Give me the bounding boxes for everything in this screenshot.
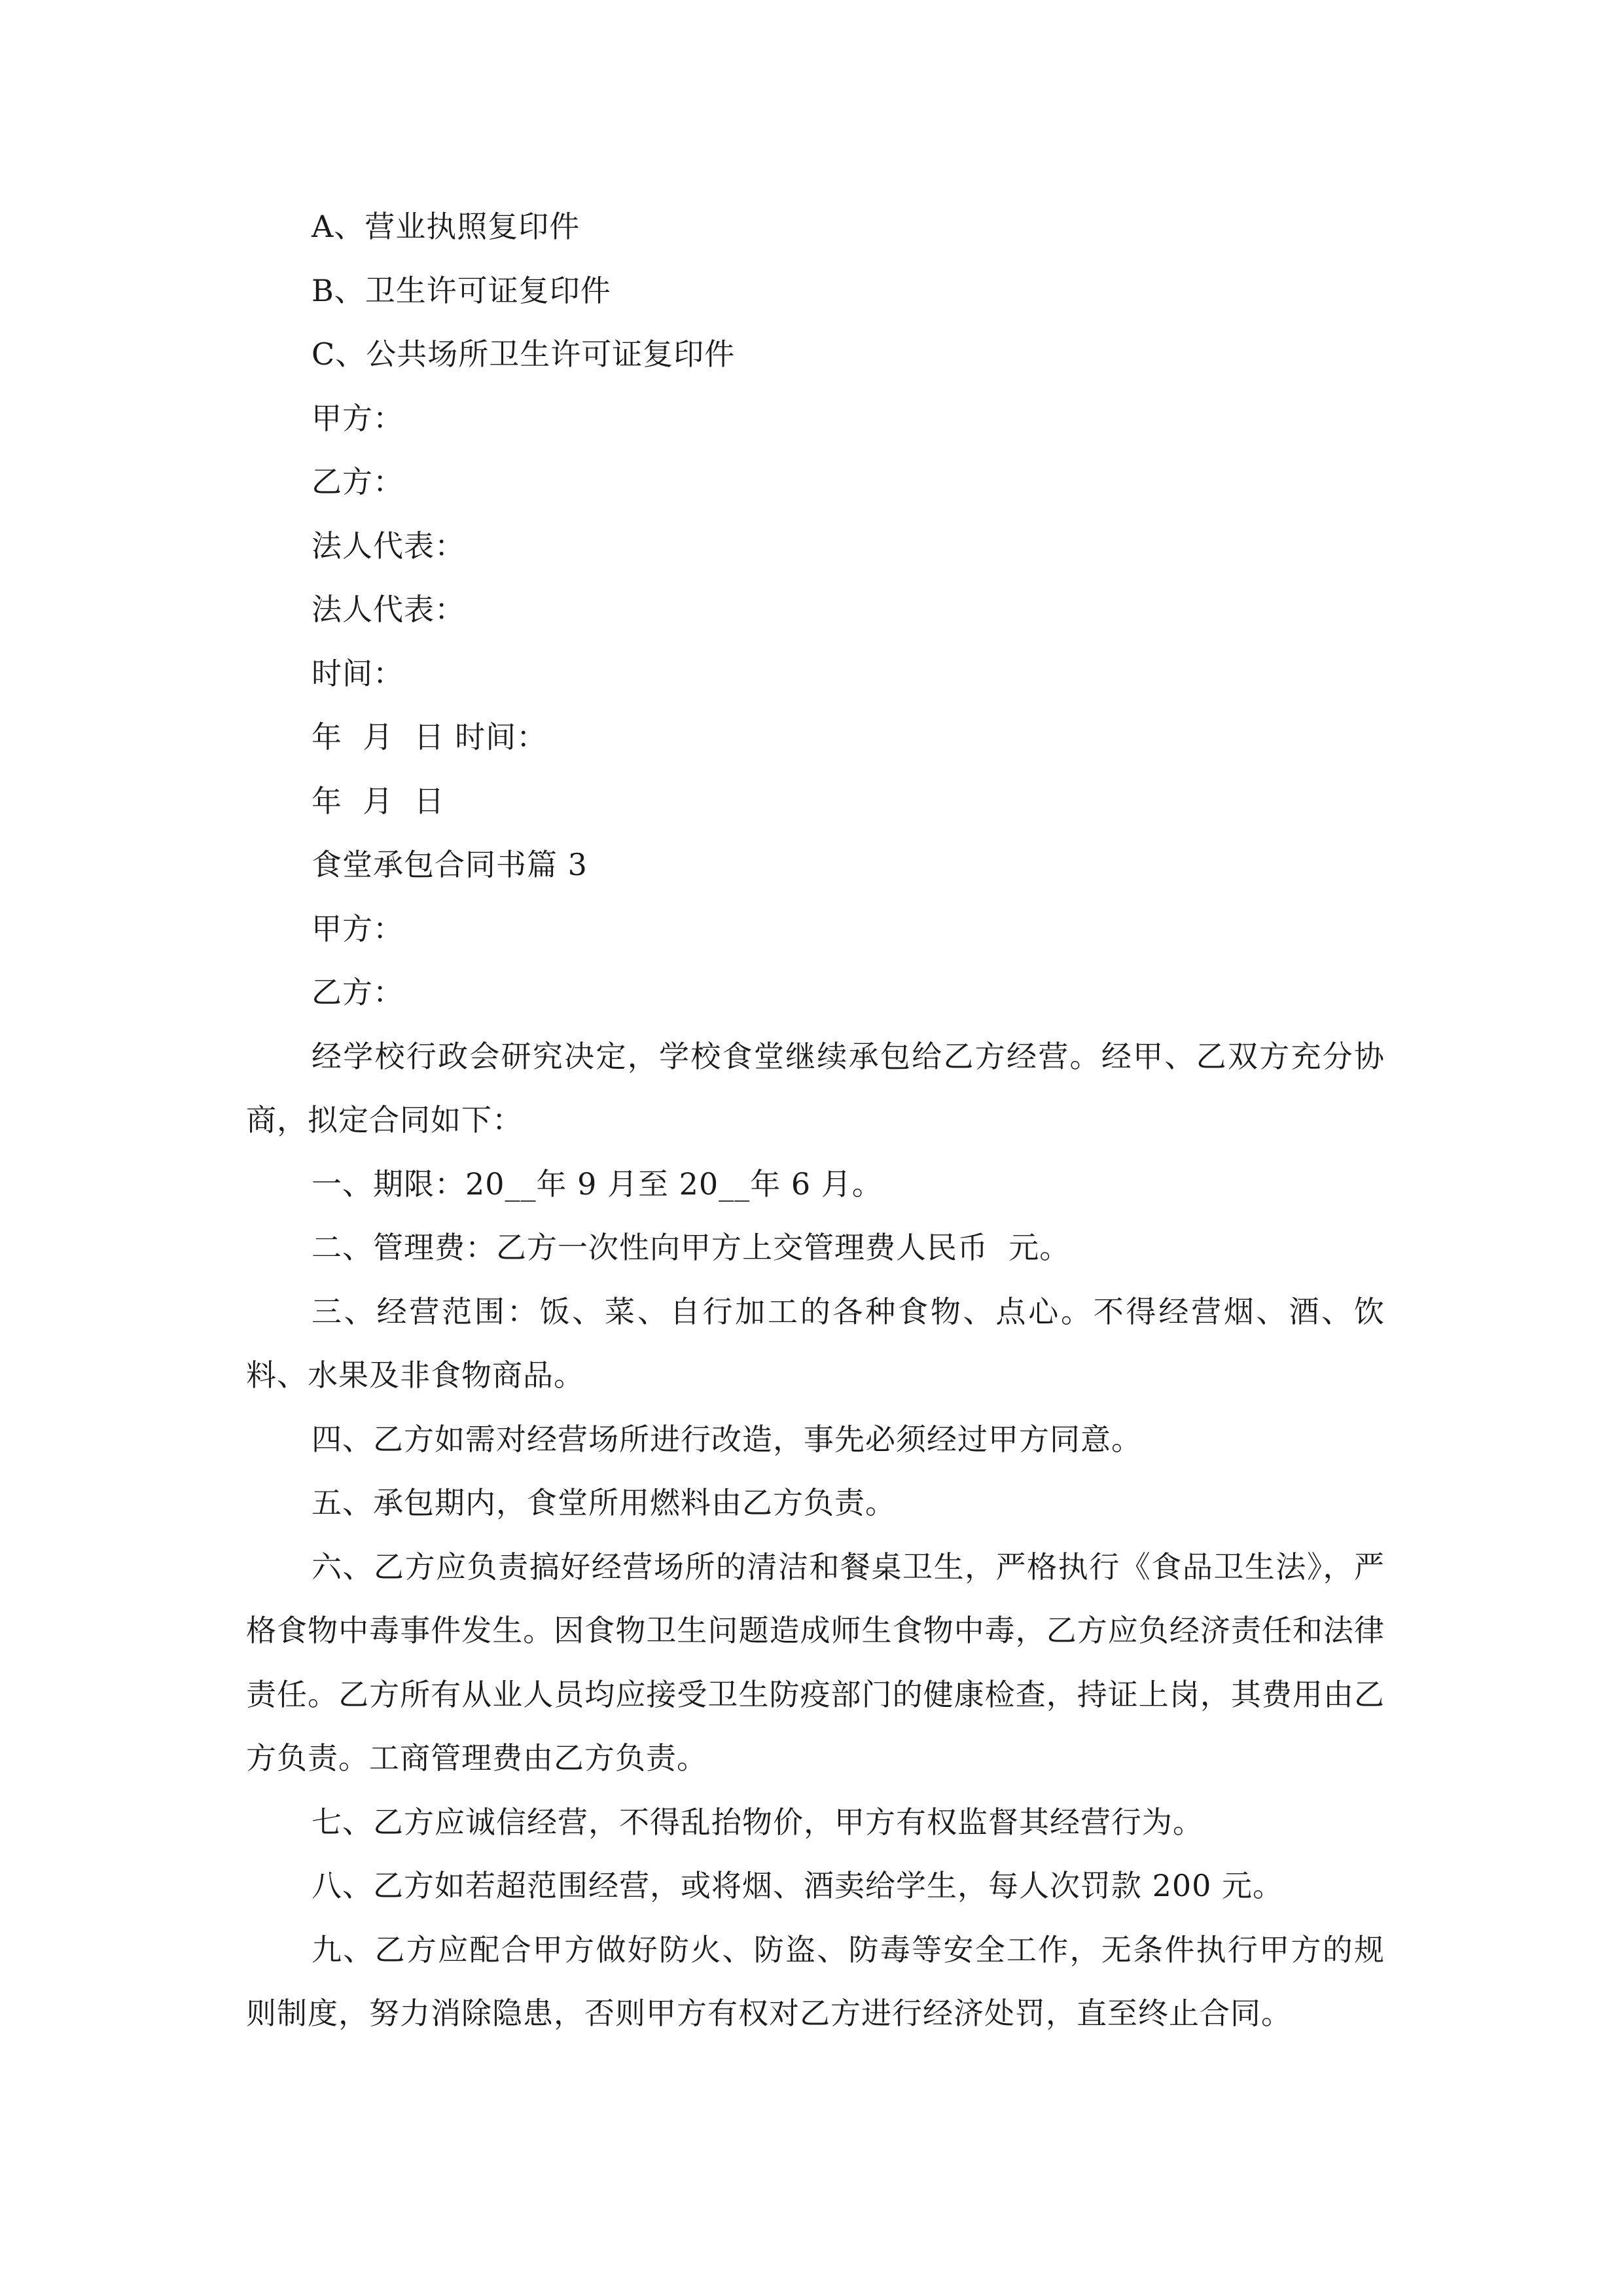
party-a-label: 甲方： [312, 910, 404, 946]
section-title: 食堂承包合同书篇 3 [312, 847, 588, 882]
date-line: 年 月 日 时间： [312, 719, 548, 755]
party-b-label: 乙方： [312, 464, 404, 499]
date-line: 年 月 日 [312, 783, 445, 819]
legal-rep-label: 法人代表： [312, 592, 465, 627]
clause-fuel: 五、承包期内，食堂所用燃料由乙方负责。 [312, 1485, 896, 1520]
clause-hygiene: 六、乙方应负责搞好经营场所的清洁和餐桌卫生，严格执行《食品卫生法》，严格食物中毒事件发生。因食物卫生问题造成师生食物中毒，乙方应负经济责任和法律责任。乙方所有从业人员均应接受卫生防疫部门的健康检查，持证上岗，其费用由乙方负责。工商管理费由乙方负责。 [246, 1549, 1385, 1776]
attachment-item: C、公共场所卫生许可证复印件 [312, 336, 736, 372]
intro-paragraph: 经学校行政会研究决定，学校食堂继续承包给乙方经营。经甲、乙双方充分协商，拟定合同如下： [246, 1038, 1385, 1138]
legal-rep-label: 法人代表： [312, 528, 465, 564]
attachment-item: A、营业执照复印件 [312, 209, 580, 244]
clause-renovation: 四、乙方如需对经营场所进行改造，事先必须经过甲方同意。 [312, 1421, 1142, 1457]
clause-term: 一、期限：20__年 9 月至 20__年 6 月。 [312, 1166, 883, 1202]
clause-management-fee: 二、管理费：乙方一次性向甲方上交管理费人民币 元。 [312, 1230, 1071, 1265]
clause-penalty: 八、乙方如若超范围经营，或将烟、酒卖给学生，每人次罚款 200 元。 [312, 1868, 1284, 1903]
party-b-label: 乙方： [312, 975, 404, 1010]
clause-pricing: 七、乙方应诚信经营，不得乱抬物价，甲方有权监督其经营行为。 [312, 1804, 1204, 1840]
time-label: 时间： [312, 655, 404, 691]
party-a-label: 甲方： [312, 400, 404, 436]
clause-safety: 九、乙方应配合甲方做好防火、防盗、防毒等安全工作，无条件执行甲方的规则制度，努力消除隐患，否则甲方有权对乙方进行经济处罚，直至终止合同。 [246, 1931, 1385, 2031]
attachment-item: B、卫生许可证复印件 [312, 272, 611, 308]
document-body [246, 195, 1385, 2046]
clause-business-scope: 三、经营范围：饭、菜、自行加工的各种食物、点心。不得经营烟、酒、饮料、水果及非食物商品。 [246, 1293, 1385, 1393]
